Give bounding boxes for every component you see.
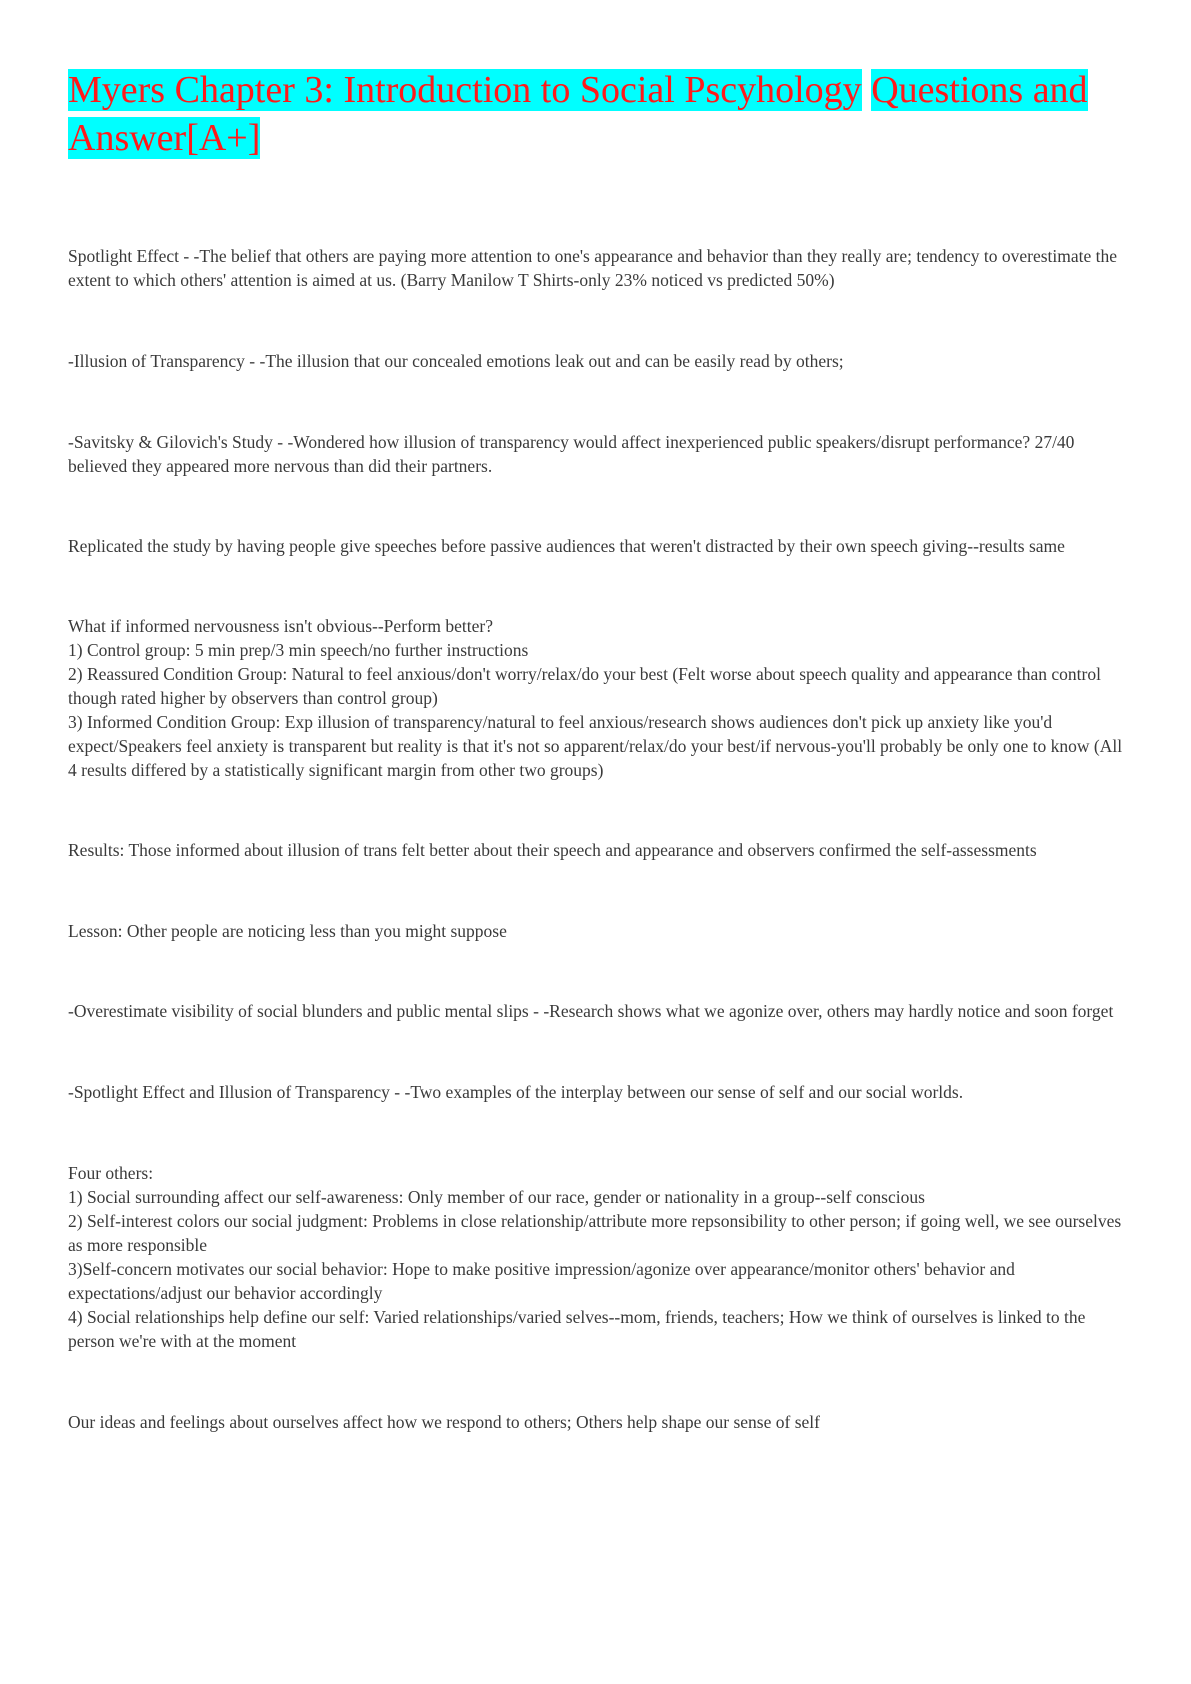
paragraph-line: -Savitsky & Gilovich's Study - -Wondered how illusion of transparency would affect inexperienced public speakers/disrupt performance? 27/40 believed they appeared more nervous than did their partners.: [68, 432, 1075, 476]
list-item: 4) Social relationships help define our self: Varied relationships/varied selves--mom, friends, teachers; How we think of ourselves is linked to the person we're with at the moment: [68, 1307, 1086, 1351]
paragraph-savitsky-study: [68, 430, 1128, 478]
paragraph-line: -Illusion of Transparency - -The illusion that our concealed emotions leak out and can be easily read by others;: [68, 351, 844, 371]
title-highlight-1: Myers Chapter 3: Introduction to Social Pscyhology: [68, 69, 862, 111]
list-item: 2) Self-interest colors our social judgment: Problems in close relationship/attribute more repsonsibility to other person; if going well, we see ourselves as more responsible: [68, 1211, 1122, 1255]
paragraph-line: -Overestimate visibility of social blunders and public mental slips - -Research shows what we agonize over, others may hardly notice and soon forget: [68, 1001, 1114, 1021]
document-title: [68, 66, 1128, 162]
paragraph-line: Replicated the study by having people give speeches before passive audiences that weren't distracted by their own speech giving--results same: [68, 536, 1065, 556]
paragraph-line: What if informed nervousness isn't obvious--Perform better?: [68, 616, 493, 636]
paragraph-informed-nervousness: [68, 614, 1128, 782]
paragraph-line: -Spotlight Effect and Illusion of Transparency - -Two examples of the interplay between our sense of self and our social worlds.: [68, 1082, 964, 1102]
paragraph-results: [68, 838, 1128, 862]
paragraph-replicated-study: [68, 534, 1128, 558]
paragraph-overestimate-visibility: [68, 999, 1128, 1023]
list-item: 1) Control group: 5 min prep/3 min speech/no further instructions: [68, 640, 529, 660]
paragraph-lesson: [68, 919, 1128, 943]
document-page: [68, 66, 1128, 1434]
paragraph-spotlight-effect: [68, 244, 1128, 292]
list-item: 3) Informed Condition Group: Exp illusion of transparency/natural to feel anxious/research shows audiences don't pick up anxiety like you'd expect/Speakers feel anxiety is transparent but reality is that it's not so apparent/relax/do your best/if nervous-you'll probably be only one to know (All 4 results differed by a statistically significant margin from other two groups): [68, 712, 1123, 780]
paragraph-ideas-and-feelings: [68, 1410, 1128, 1434]
paragraph-line: Results: Those informed about illusion of trans felt better about their speech and appearance and observers confirmed the self-assessments: [68, 840, 1037, 860]
list-item: 1) Social surrounding affect our self-awareness: Only member of our race, gender or nationality in a group--self conscious: [68, 1187, 925, 1207]
list-item: 3)Self-concern motivates our social behavior: Hope to make positive impression/agonize over appearance/monitor others' behavior and expectations/adjust our behavior accordingly: [68, 1259, 1015, 1303]
paragraph-line: Our ideas and feelings about ourselves affect how we respond to others; Others help shape our sense of self: [68, 1412, 820, 1432]
title-highlight-2: Questions and Answer[A+]: [68, 69, 1088, 159]
paragraph-illusion-transparency: [68, 349, 1128, 373]
paragraph-line: Lesson: Other people are noticing less than you might suppose: [68, 921, 507, 941]
paragraph-line: Four others:: [68, 1163, 154, 1183]
paragraph-line: Spotlight Effect - -The belief that others are paying more attention to one's appearance and behavior than they really are; tendency to overestimate the extent to which others' attention is aimed at us. (Barry Manilow T Shirts-only 23% noticed vs predicted 50%): [68, 246, 1118, 290]
paragraph-four-others: [68, 1161, 1128, 1353]
list-item: 2) Reassured Condition Group: Natural to feel anxious/don't worry/relax/do your best (Felt worse about speech quality and appearance than control though rated higher by observers than control group): [68, 664, 1101, 708]
paragraph-spotlight-and-illusion: [68, 1080, 1128, 1104]
